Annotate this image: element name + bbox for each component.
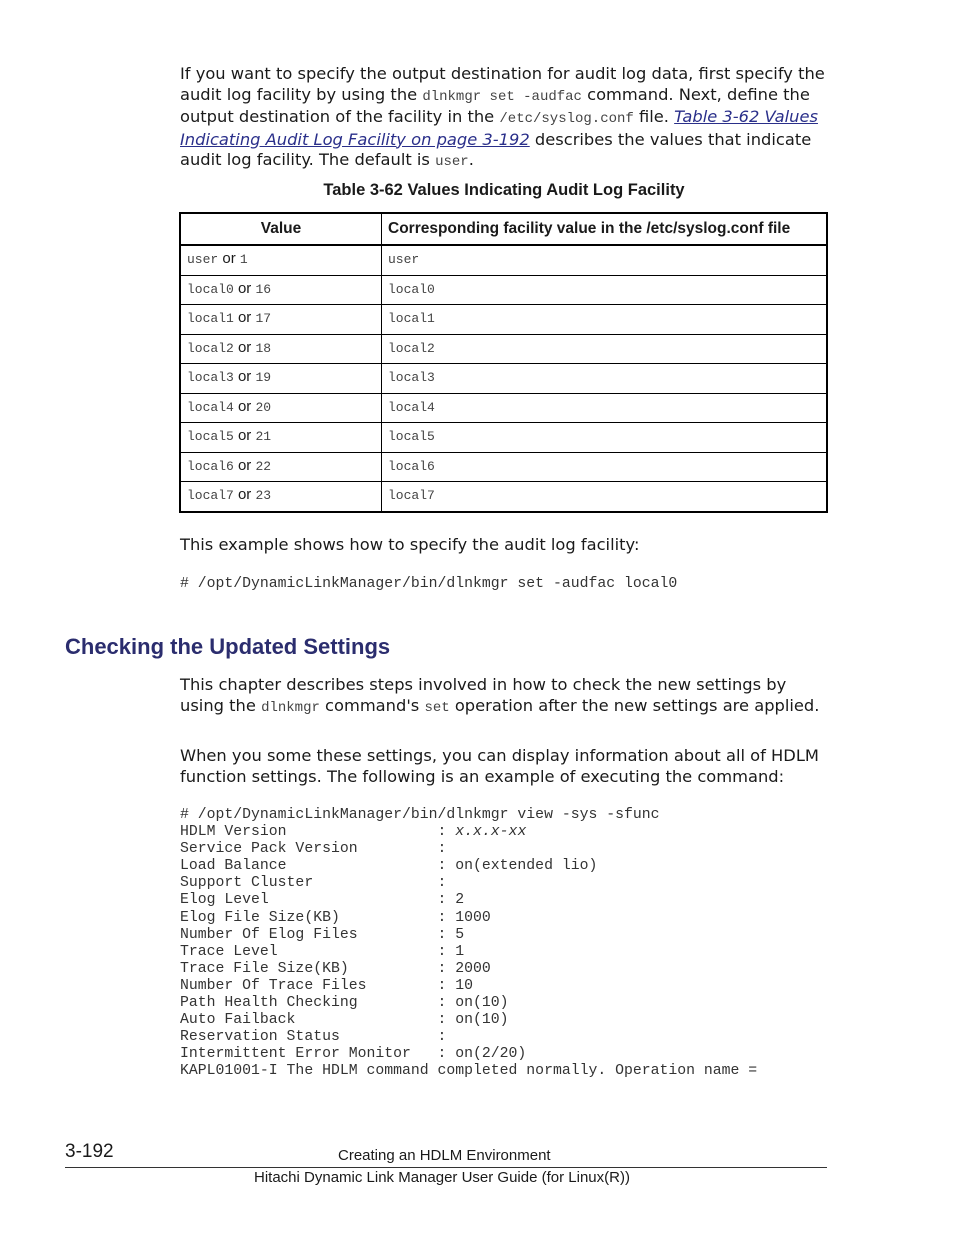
value-number: 19 — [255, 370, 272, 385]
facility-value: user — [388, 252, 420, 267]
or-word: or — [237, 309, 252, 326]
or-word: or — [237, 486, 252, 503]
value-cell — [180, 245, 382, 275]
or-word: or — [237, 456, 252, 474]
facility-value: local3 — [388, 370, 435, 385]
output-lines — [180, 841, 757, 1079]
table-row — [180, 423, 827, 453]
version-label: HDLM Version : — [180, 824, 456, 841]
output-line: Load Balance : on(extended lio) — [180, 858, 598, 875]
p1-text-2: command's — [319, 695, 425, 715]
header-value: Value — [180, 213, 382, 245]
value-cell — [180, 364, 382, 394]
output-line: Number Of Elog Files : 5 — [180, 926, 465, 943]
intro-code-syslog: /etc/syslog.conf — [499, 111, 634, 127]
value-cell — [180, 305, 382, 335]
output-line: Trace File Size(KB) : 2000 — [180, 960, 491, 977]
value-name: local2 — [187, 340, 234, 356]
or-word: or — [237, 279, 252, 297]
value-cell — [180, 334, 382, 364]
header-facility: Corresponding facility value in the /etc/syslog.conf file — [382, 213, 828, 245]
value-number: 20 — [255, 399, 272, 415]
value-name: local6 — [187, 458, 234, 474]
table-row — [180, 482, 827, 512]
value-name: user — [187, 252, 219, 267]
facility-value: local7 — [388, 488, 435, 503]
facility-table — [179, 212, 828, 513]
view-command: # /opt/DynamicLinkManager/bin/dlnkmgr view -sys -sfunc — [180, 807, 660, 823]
table-row — [180, 393, 827, 423]
value-cell — [180, 275, 382, 305]
output-line: Elog Level : 2 — [180, 892, 465, 909]
intro-code-audfac: dlnkmgr set -audfac — [422, 88, 582, 105]
chapter-title: Creating an HDLM Environment — [338, 1147, 551, 1164]
output-line: KAPL01001-I The HDLM command completed normally. Operation name = — [180, 1063, 758, 1080]
output-line: Path Health Checking : on(10) — [180, 995, 509, 1012]
view-sys-output — [180, 807, 757, 1081]
facility-cell — [382, 334, 828, 364]
value-name: local0 — [187, 281, 234, 297]
table-reference-link[interactable]: Table 3-62 Values Indicating Audit Log Facility on page 3-192 — [180, 107, 818, 149]
intro-text-3: file. — [633, 107, 675, 126]
example-command: # /opt/DynamicLinkManager/bin/dlnkmgr set -audfac local0 — [180, 576, 678, 592]
table-body — [180, 245, 827, 512]
output-line: Number Of Trace Files : 10 — [180, 977, 474, 994]
value-cell — [180, 482, 382, 512]
p1-text-1: This chapter describes steps involved in how to check the new settings by using the — [180, 675, 787, 715]
facility-value: local0 — [388, 281, 435, 297]
table-row — [180, 245, 827, 275]
intro-paragraph — [180, 64, 830, 173]
output-line: Trace Level : 1 — [180, 943, 465, 960]
section-paragraph-1 — [180, 675, 830, 718]
output-line: Auto Failback : on(10) — [180, 1012, 509, 1029]
facility-value: local4 — [388, 399, 435, 415]
facility-cell — [382, 452, 828, 482]
value-number: 21 — [255, 429, 272, 444]
value-number: 1 — [239, 252, 248, 267]
value-name: local4 — [187, 399, 234, 415]
intro-text-2: command. Next, define the output destination of the facility in the — [180, 84, 810, 126]
version-value: x.x.x-xx — [455, 824, 527, 841]
facility-cell — [382, 245, 828, 275]
value-number: 16 — [255, 281, 272, 297]
value-name: local3 — [187, 370, 234, 385]
p1-text-3: operation after the new settings are applied. — [449, 695, 820, 715]
value-cell — [180, 452, 382, 482]
or-word: or — [237, 368, 252, 385]
output-line: Elog File Size(KB) : 1000 — [180, 909, 491, 926]
table-row — [180, 334, 827, 364]
intro-code-default: user — [435, 154, 469, 170]
facility-cell — [382, 423, 828, 453]
section-heading: Checking the Updated Settings — [65, 634, 391, 659]
facility-cell — [382, 393, 828, 423]
output-line: Support Cluster : — [180, 875, 447, 892]
facility-cell — [382, 305, 828, 335]
facility-value: local1 — [388, 311, 435, 326]
table-row — [180, 452, 827, 482]
or-word: or — [237, 338, 252, 356]
intro-text-5: . — [468, 150, 474, 169]
output-line: Reservation Status : — [180, 1029, 447, 1046]
footer-divider — [65, 1167, 827, 1168]
facility-value: local6 — [388, 458, 435, 474]
table-row — [180, 364, 827, 394]
page-number: 3-192 — [65, 1141, 114, 1162]
value-number: 17 — [255, 311, 272, 326]
intro-text-1: If you want to specify the output destination for audit log data, first specify the audit log facility by using the — [180, 64, 825, 104]
value-number: 22 — [255, 458, 272, 474]
facility-value: local5 — [388, 429, 435, 444]
table-caption: Table 3-62 Values Indicating Audit Log Facility — [323, 181, 685, 199]
value-cell — [180, 423, 382, 453]
or-word: or — [237, 397, 252, 415]
section-paragraph-2: When you some these settings, you can display information about all of HDLM function settings. The following is an example of executing the command: — [180, 746, 819, 786]
value-name: local5 — [187, 429, 234, 444]
facility-value: local2 — [388, 340, 435, 356]
or-word: or — [237, 427, 252, 444]
facility-cell — [382, 364, 828, 394]
table-row — [180, 275, 827, 305]
book-title: Hitachi Dynamic Link Manager User Guide (for Linux(R)) — [254, 1169, 630, 1186]
value-name: local7 — [187, 488, 234, 503]
p1-code-dlnkmgr: dlnkmgr — [261, 699, 320, 716]
p1-code-set: set — [424, 699, 450, 716]
example-text: This example shows how to specify the audit log facility: — [180, 535, 640, 554]
table-row — [180, 305, 827, 335]
table-header-row — [180, 213, 827, 245]
facility-cell — [382, 275, 828, 305]
intro-text-4: describes the values that indicate audit log facility. The default is — [180, 129, 812, 169]
value-number: 23 — [255, 488, 272, 503]
output-line: Service Pack Version : — [180, 841, 447, 858]
or-word: or — [222, 250, 236, 267]
value-number: 18 — [255, 340, 272, 356]
output-line: Intermittent Error Monitor : on(2/20) — [180, 1046, 527, 1063]
value-name: local1 — [187, 311, 234, 326]
value-cell — [180, 393, 382, 423]
facility-cell — [382, 482, 828, 512]
